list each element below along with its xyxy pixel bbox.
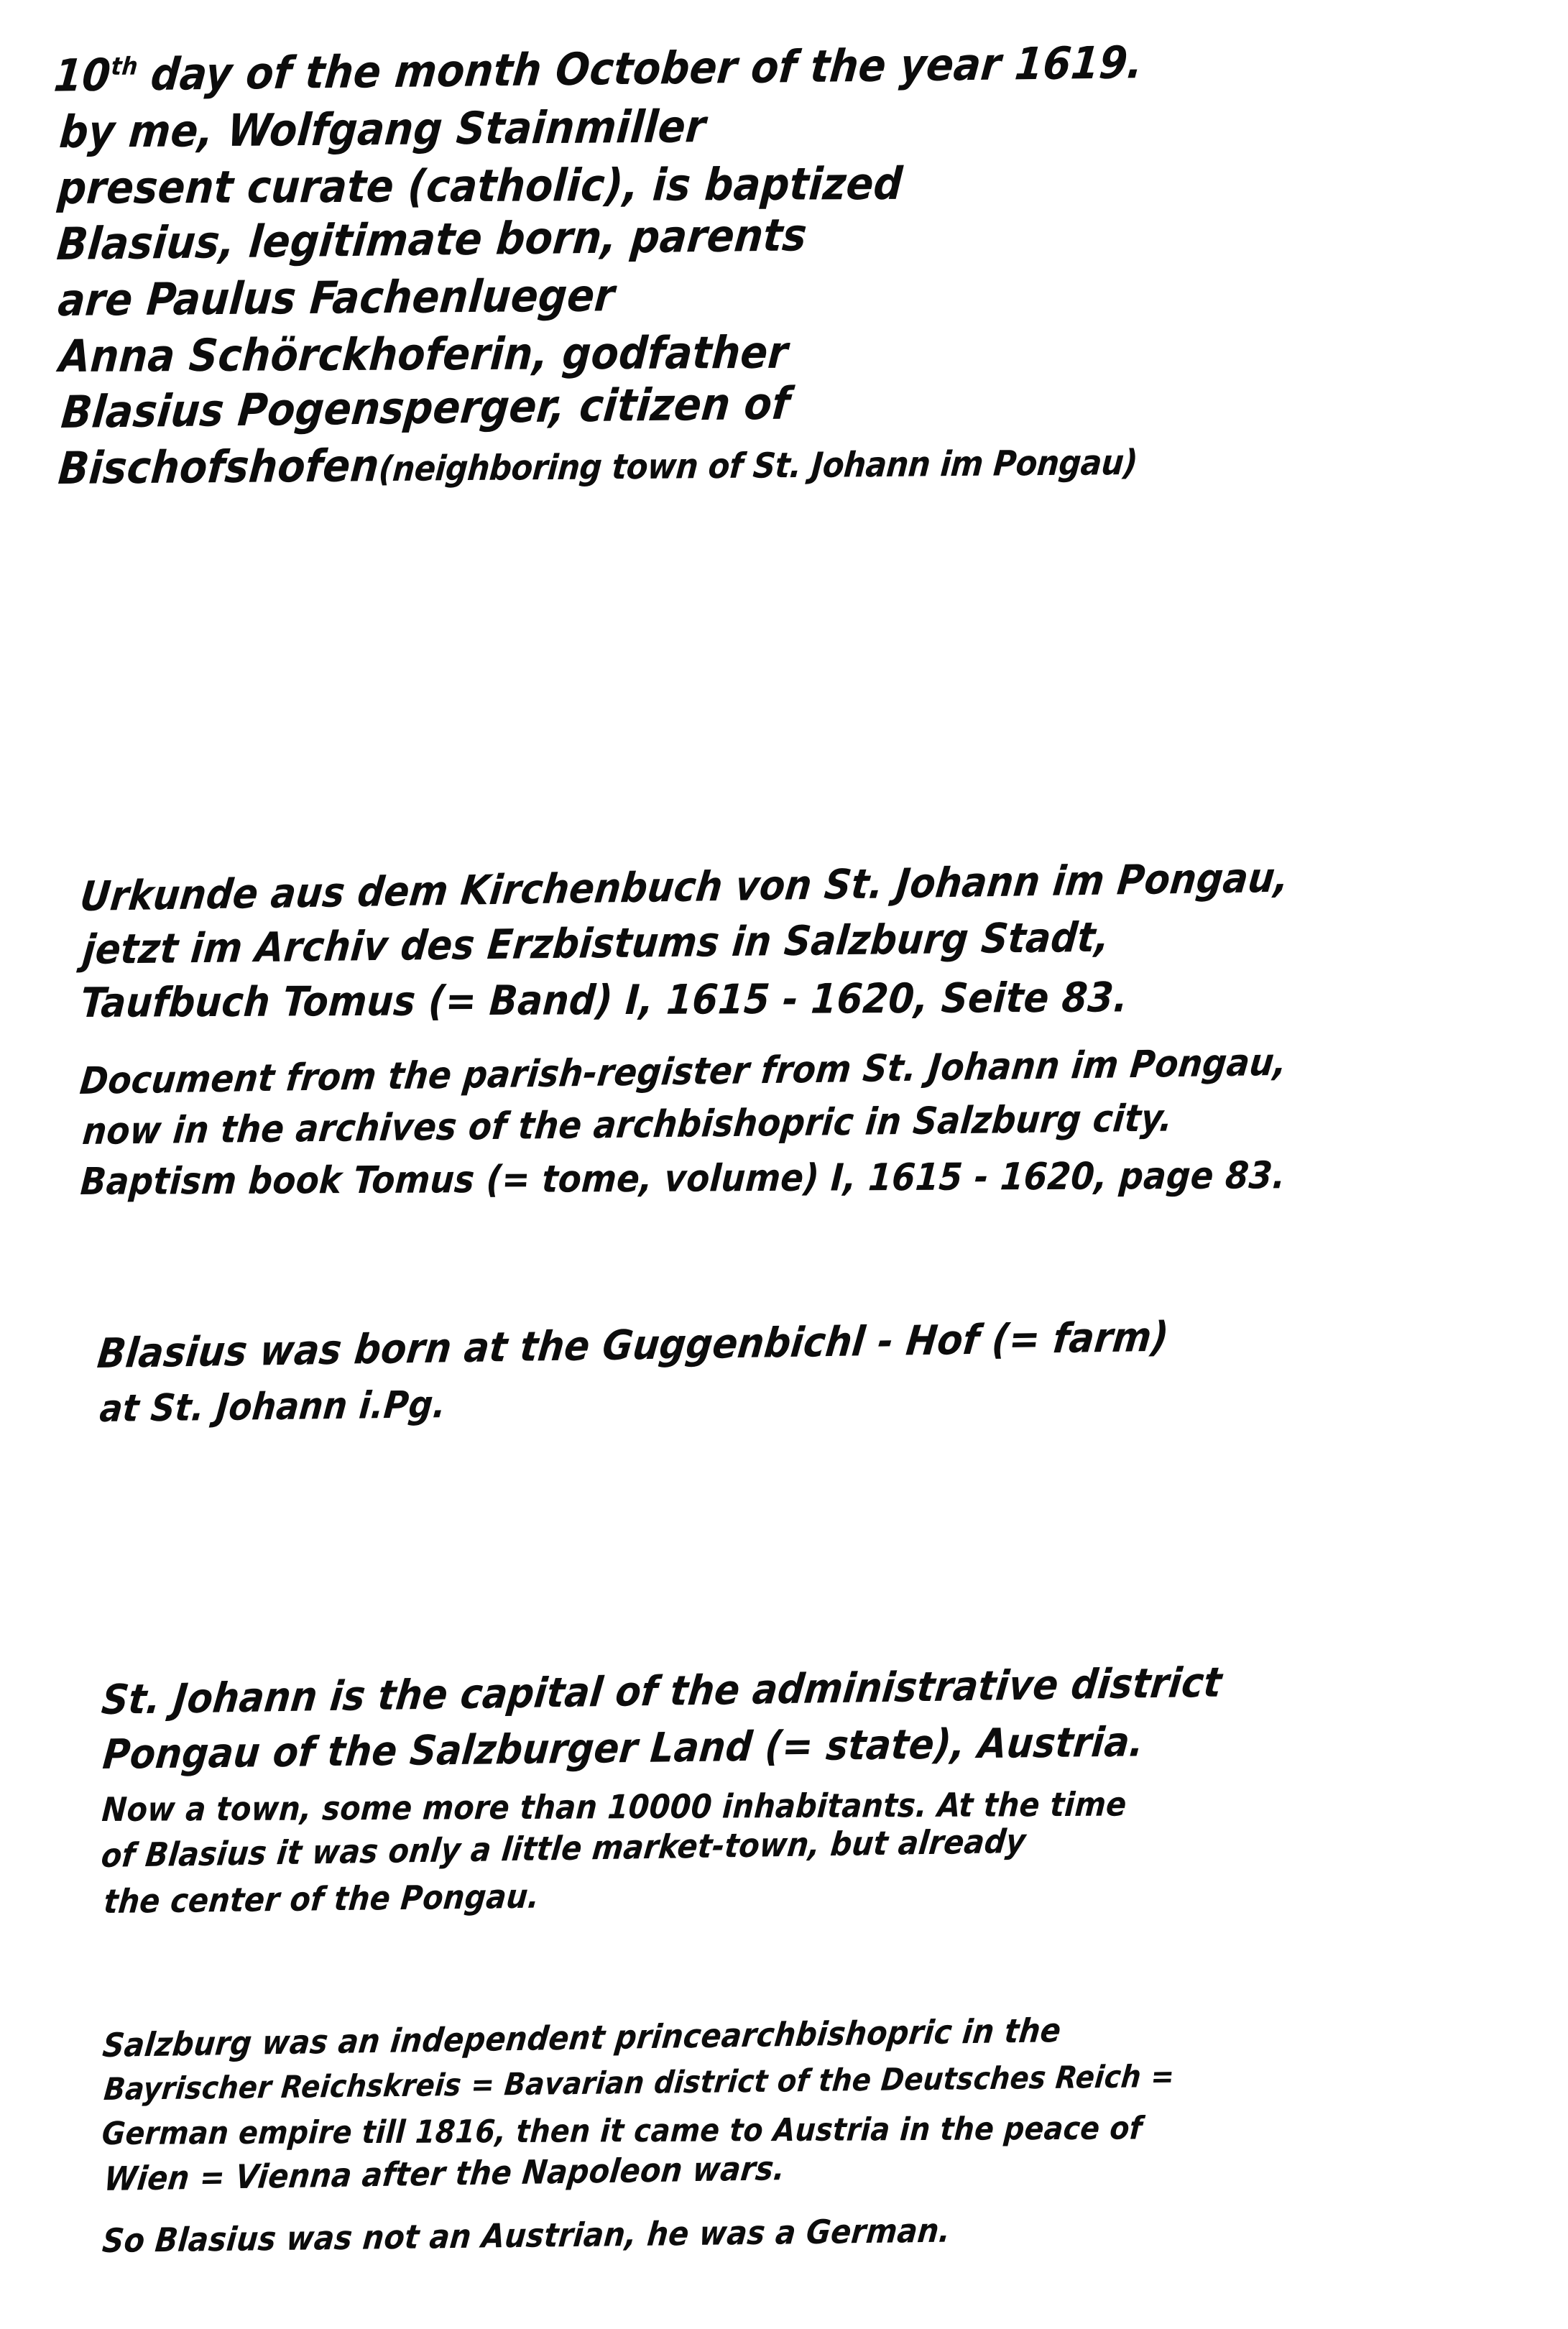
birthplace-line-1: Blasius was born at the Guggenbichl - Hof (= farm): [95, 1313, 1171, 1378]
source-german-line-1: Urkunde aus dem Kirchenbuch von St. Johann im Pongau,: [78, 854, 1292, 921]
record-line-7: Blasius Pogensperger, citizen of: [59, 377, 793, 438]
record-line-3: present curate (catholic), is baptized: [56, 157, 905, 214]
history-line-1: Salzburg was an independent princearchbishopric in the: [101, 2011, 1064, 2065]
record-line-1-text: day of the month October of the year 1619.: [148, 36, 1145, 101]
history-line-2: Bayrischer Reichskreis = Bavarian district of the Deutsches Reich =: [102, 2058, 1176, 2108]
record-line-5: are Paulus Fachenlueger: [56, 268, 617, 326]
place-note-line-1: St. Johann is the capital of the administrative district: [99, 1659, 1225, 1725]
source-english-block: [78, 1041, 1522, 1206]
source-english-line-2: now in the archives of the archbishopric in Salzburg city.: [80, 1097, 1175, 1154]
day-number: 10: [52, 48, 114, 102]
source-german-line-2: jetzt im Archiv des Erzbistums in Salzburg Stadt,: [80, 913, 1112, 974]
birthplace-note-block: [95, 1313, 1460, 1433]
record-line-4: Blasius, legitimate born, parents: [55, 208, 809, 270]
place-note-detail-3: the center of the Pongau.: [102, 1876, 542, 1922]
source-english-line-3: Baptism book Tomus (= tome, volume) I, 1615 - 1620, page 83.: [79, 1154, 1287, 1204]
place-note-detail-1: Now a town, some more than 10000 inhabitants. At the time: [101, 1784, 1128, 1829]
place-note-block: [99, 1659, 1493, 1923]
history-conclusion: So Blasius was not an Austrian, he was a German.: [101, 2210, 953, 2261]
place-note-detail-2: of Blasius it was only a little market-town, but already: [99, 1821, 1028, 1876]
record-translation-block: [52, 36, 1503, 499]
record-line-1: [52, 22, 1511, 103]
record-line-2: by me, Wolfgang Stainmiller: [57, 99, 708, 158]
record-line-6: Anna Schörckhoferin, godfather: [57, 326, 790, 382]
birthplace-line-2: at St. Johann i.Pg.: [98, 1383, 448, 1431]
history-note-block: [101, 2011, 1531, 2262]
source-english-line-1: Document from the parish-register from St. Johann im Pongau,: [78, 1041, 1289, 1104]
history-line-4: Wien = Vienna after the Napoleon wars.: [102, 2149, 788, 2199]
source-german-line-3: Taufbuch Tomus (= Band) I, 1615 - 1620, Seite 83.: [79, 974, 1130, 1027]
history-line-3: German empire till 1816, then it came to Austria in the peace of: [101, 2110, 1143, 2152]
place-note-line-2: Pongau of the Salzburger Land (= state), Austria.: [101, 1718, 1146, 1779]
source-german-block: [78, 854, 1515, 1029]
day-ordinal-suffix: th: [109, 52, 139, 82]
record-line-8: [56, 428, 1509, 499]
record-line-8-town: Bischofshofen: [56, 438, 382, 494]
record-line-8-parenthetical: (neighboring town of St. Johann im Pongau): [377, 442, 1139, 489]
